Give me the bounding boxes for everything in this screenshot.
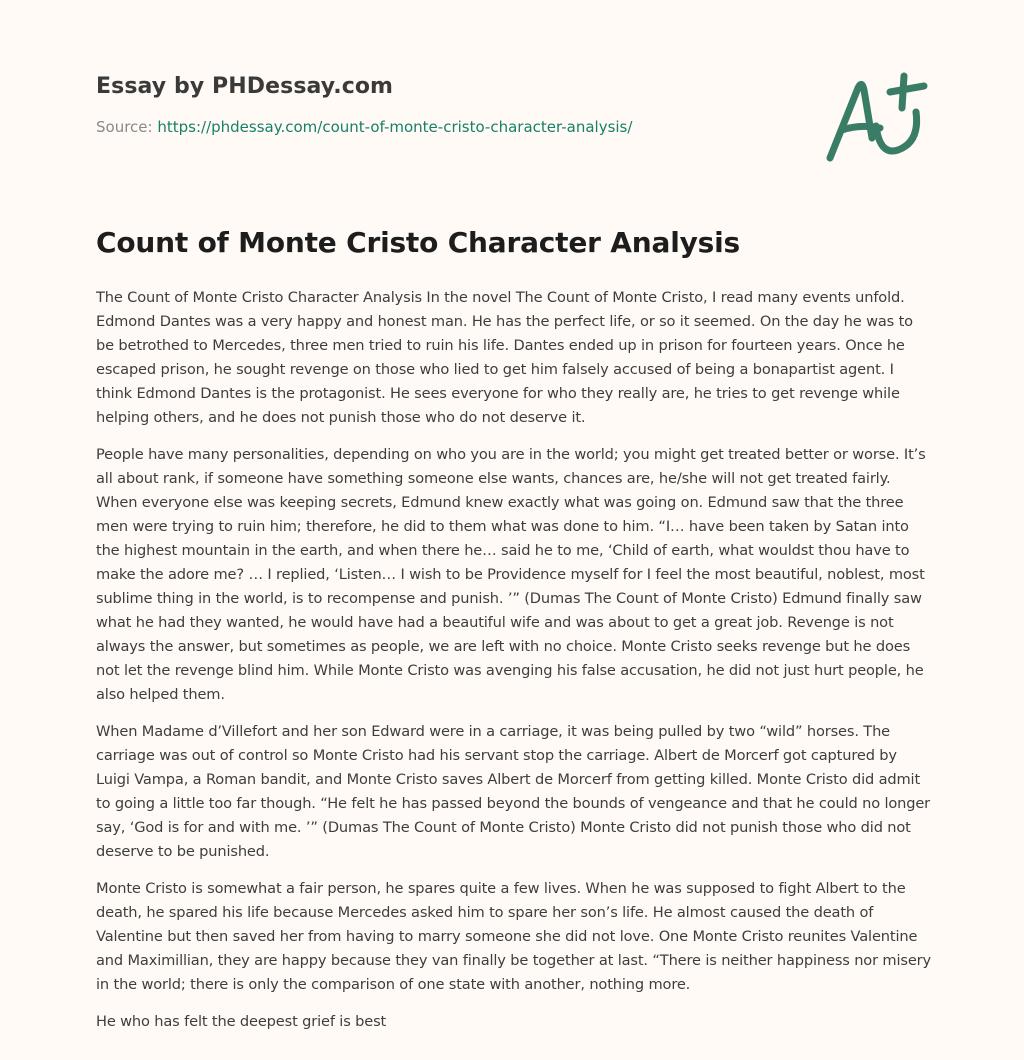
paragraph: Monte Cristo is somewhat a fair person, he spares quite a few lives. When he was supposed to fight Albert to the death, he spared his life because Mercedes asked him to spare her son’s life. He almost caused the death of Valentine but then saved her from having to marry someone she did not love. One Monte Cristo reunites Valentine and Maximillian, they are happy because they van finally be together at last. “There is neither happiness nor misery in the world; there is only the comparison of one state with another, nothing more. (96, 880, 932, 993)
source-line (96, 118, 796, 136)
source-link[interactable]: https://phdessay.com/count-of-monte-cristo-character-analysis/ (157, 118, 633, 136)
document-title: Count of Monte Cristo Character Analysis (96, 226, 740, 259)
page-header (96, 74, 796, 136)
paragraph: People have many personalities, depending on who you are in the world; you might get treated better or worse. It’s all about rank, if someone have something someone else wants, chances are, he/she will not get treated fairly. When everyone else was keeping secrets, Edmund knew exactly what was going on. Edmund saw that the three men were trying to ruin him; therefore, he did to them what was done to him. “I… have been taken by Satan into the highest mountain in the earth, and when there he… said he to me, ‘Child of earth, what wouldst thou have to make the adore me? … I replied, ‘Listen… I wish to be Providence myself for I feel the most beautiful, noblest, most sublime thing in the world, is to recompense and punish. ’” (Dumas The Count of Monte Cristo) Edmund finally saw what he had they wanted, he would have had a beautiful wife and was about to get a great job. Revenge is not always the answer, but sometimes as people, we are left with no choice. Monte Cristo seeks revenge but he does not let the revenge blind him. While Monte Cristo was avenging his false accusation, he did not just hurt people, he also helped them. (96, 446, 926, 703)
paragraph: He who has felt the deepest grief is best (96, 1013, 387, 1030)
a-plus-grade-icon (820, 66, 930, 166)
paragraph: When Madame d’Villefort and her son Edward were in a carriage, it was being pulled by two “wild” horses. The carriage was out of control so Monte Cristo had his servant stop the carriage. Albert de Morcerf got captured by Luigi Vampa, a Roman bandit, and Monte Cristo saves Albert de Morcerf from getting killed. Monte Cristo did admit to going a little too far though. “He felt he has passed beyond the bounds of vengeance and that he could no longer say, ‘God is for and with me. ’” (Dumas The Count of Monte Cristo) Monte Cristo did not punish those who did not deserve to be punished. (96, 723, 931, 860)
site-title: Essay by PHDessay.com (96, 74, 394, 99)
paragraph: The Count of Monte Cristo Character Analysis In the novel The Count of Monte Cristo, I read many events unfold. Edmond Dantes was a very happy and honest man. He has the perfect life, or so it seemed. On the day he was to be betrothed to Mercedes, three men tried to ruin his life. Dantes ended up in prison for fourteen years. Once he escaped prison, he sought revenge on those who lied to get him falsely accused of being a bonapartist agent. I think Edmond Dantes is the protagonist. He sees everyone for who they really are, he tries to get revenge while helping others, and he does not punish those who do not deserve it. (96, 289, 913, 426)
source-label: Source: (96, 118, 153, 136)
essay-body (96, 286, 932, 1047)
